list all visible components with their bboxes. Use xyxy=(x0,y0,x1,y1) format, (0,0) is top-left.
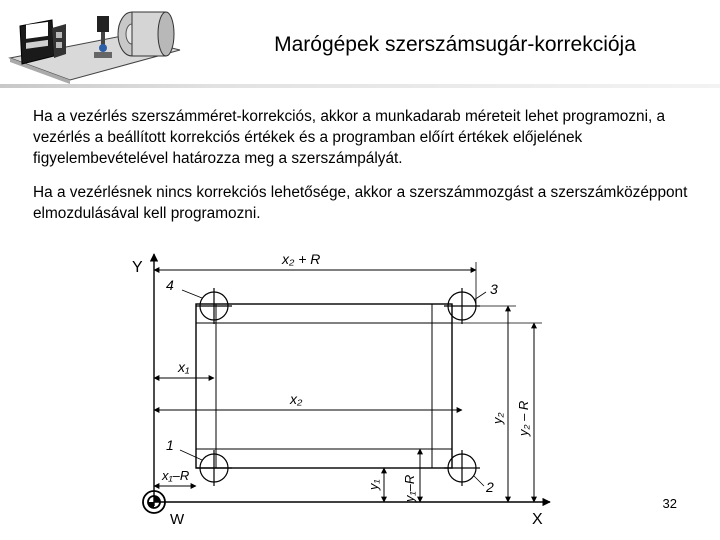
dim-y2: y₂ xyxy=(490,412,505,424)
dim-y1: y₁ xyxy=(366,479,381,490)
tool-radius-diagram xyxy=(120,240,560,530)
machine-tool-logo-icon xyxy=(4,6,184,86)
paragraph-no-correction: Ha a vezérlésnek nincs korrekciós lehetősége, akkor a szerszámmozgást a szerszámközéppont elmozdulásával kell programozni. xyxy=(33,184,688,222)
point-label-2: 2 xyxy=(486,479,494,495)
dim-y2-minus-r: y₂ – R xyxy=(516,400,531,436)
tool-position-2 xyxy=(444,450,480,486)
dim-y1-minus-r: y₁–R xyxy=(402,474,417,502)
tool-position-1 xyxy=(196,450,232,486)
point-label-4: 4 xyxy=(166,277,174,293)
point-label-3: 3 xyxy=(490,281,498,297)
dim-x1-minus-r: x₁–R xyxy=(162,468,190,483)
dim-x2: x₂ xyxy=(290,391,303,407)
y-axis-label: Y xyxy=(132,259,143,276)
paragraph-correction: Ha a vezérlés szerszámméret-korrekciós, akkor a munkadarab méreteit lehet programozni, a vezérlés a beállított korrekciós értékek és a programban előírt értékek előjelének figyelembevételével határozza meg a szerszámpályát. xyxy=(33,108,666,167)
dim-x2-plus-r: x₂ + R xyxy=(282,251,321,267)
dim-x1: x₁ xyxy=(178,359,190,375)
origin-label: W xyxy=(170,511,185,528)
page-number: 32 xyxy=(662,496,677,511)
slide-title: Marógépek szerszámsugár-korrekciója xyxy=(274,33,636,56)
tool-position-4 xyxy=(196,288,232,324)
workpiece-outline xyxy=(196,304,452,468)
x-axis-label: X xyxy=(532,511,543,528)
point-label-1: 1 xyxy=(166,437,174,453)
header-divider xyxy=(0,84,720,88)
